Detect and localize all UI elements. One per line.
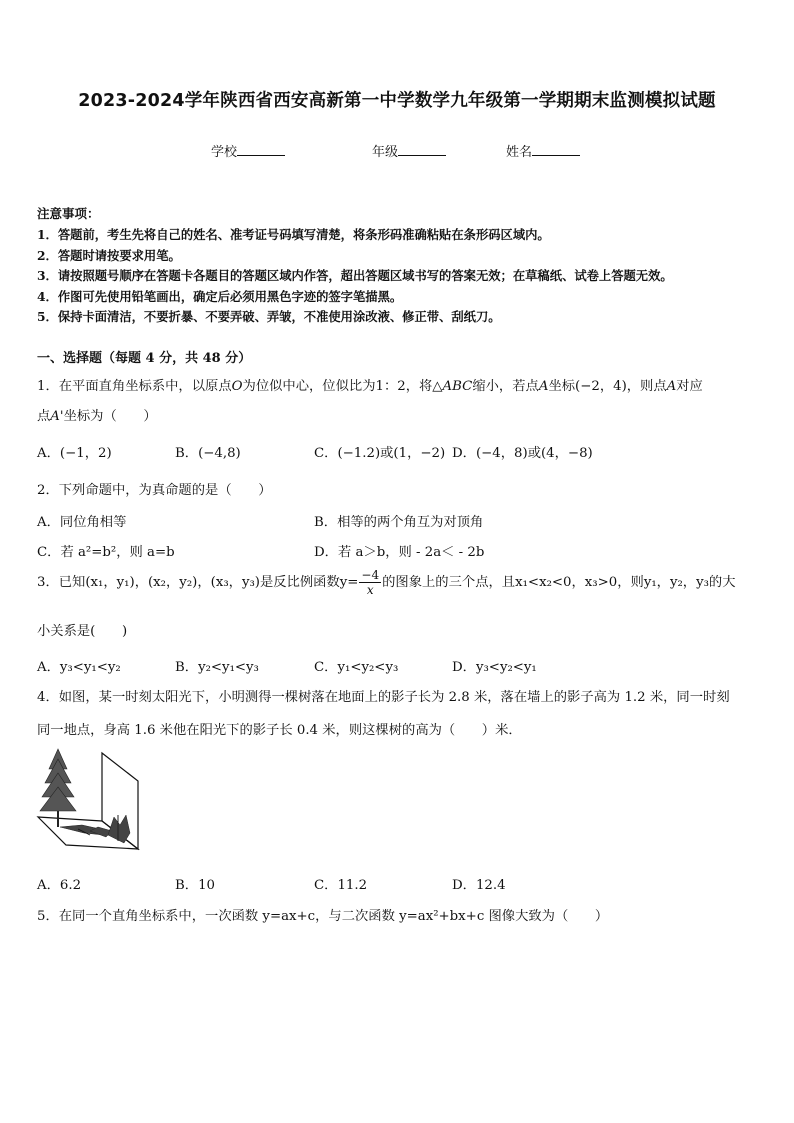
name-label: 姓名 bbox=[506, 145, 533, 160]
q1-option-c[interactable]: C．(−1.2)或(1，−2) bbox=[314, 446, 446, 461]
grade-field bbox=[372, 141, 446, 160]
question-1-line2 bbox=[37, 405, 157, 424]
q2-option-a[interactable]: A．同位角相等 bbox=[37, 515, 127, 530]
q4-option-c[interactable]: C．11.2 bbox=[314, 878, 368, 893]
note-item: 1．答题前，考生先将自己的姓名、准考证号码填写清楚，将条形码准确粘贴在条形码区域内。 bbox=[37, 227, 550, 242]
q3-option-c[interactable]: C．y₁<y₂<y₃ bbox=[314, 660, 399, 675]
note-item: 5．保持卡面清洁，不要折暴、不要弄破、弄皱，不准使用涂改液、修正带、刮纸刀。 bbox=[37, 309, 501, 324]
q2-option-c[interactable]: C．若 a²=b²，则 a=b bbox=[37, 545, 175, 560]
school-blank bbox=[237, 143, 285, 156]
q3-text: 的图象上的三个点，且x₁<x₂<0，x₃>0，则y₁，y₂，y₃的大 bbox=[382, 575, 736, 590]
q1-option-a[interactable]: A．(−1，2) bbox=[37, 446, 112, 461]
q1-text: 缩小，若点 bbox=[472, 379, 539, 394]
question-2-stem: 2．下列命题中，为真命题的是（ ） bbox=[37, 483, 272, 498]
q2-option-b[interactable]: B．相等的两个角互为对顶角 bbox=[314, 515, 484, 530]
q4-option-b[interactable]: B．10 bbox=[175, 878, 215, 893]
q1-option-d[interactable]: D．(−4，8)或(4，−8) bbox=[452, 446, 593, 461]
q4-option-d[interactable]: D．12.4 bbox=[452, 878, 506, 893]
section-heading: 一、选择题（每题 4 分，共 48 分） bbox=[37, 351, 252, 366]
question-3-line2: 小关系是( ) bbox=[37, 624, 128, 639]
school-field bbox=[211, 141, 285, 160]
q1-text: 点 bbox=[37, 409, 51, 424]
question-5-stem: 5．在同一个直角坐标系中，一次函数 y=ax+c，与二次函数 y=ax²+bx+c 图像大致为（ ） bbox=[37, 909, 609, 924]
name-blank bbox=[532, 143, 580, 156]
q1-var-a: A bbox=[538, 379, 549, 394]
q3-fraction bbox=[359, 568, 381, 597]
q3-option-b[interactable]: B．y₂<y₁<y₃ bbox=[175, 660, 259, 675]
note-item: 4．作图可先使用铅笔画出，确定后必须用黑色字迹的签字笔描黑。 bbox=[37, 289, 403, 304]
q3-numerator: −4 bbox=[361, 568, 380, 582]
q1-option-b[interactable]: B．(−4,8) bbox=[175, 446, 241, 461]
note-item: 3．请按照题号顺序在答题卡各题目的答题区域内作答，超出答题区域书写的答案无效；在草稿纸、试卷上答题无效。 bbox=[37, 268, 673, 283]
question-4-line2: 同一地点，身高 1.6 米他在阳光下的影子长 0.4 米，则这棵树的高为（ ）米． bbox=[37, 723, 522, 738]
q1-text: 为位似中心，位似比为1：2，将△ bbox=[242, 379, 443, 394]
grade-label: 年级 bbox=[372, 145, 399, 160]
notes-heading: 注意事项： bbox=[37, 206, 100, 221]
page-title: 2023-2024学年陕西省西安高新第一中学数学九年级第一学期期末监测模拟试题 bbox=[78, 91, 716, 111]
tree-shadow-figure bbox=[34, 745, 154, 857]
grade-blank bbox=[398, 143, 446, 156]
name-field bbox=[506, 141, 580, 160]
wall-shadow bbox=[108, 815, 130, 843]
q3-text: 3．已知(x₁，y₁)，(x₂，y₂)，(x₃，y₃)是反比例函数y= bbox=[37, 575, 359, 590]
question-4-line1: 4．如图，某一时刻太阳光下，小明测得一棵树落在地面上的影子长为 2.8 米，落在墙上的影子高为 1.2 米，同一时刻 bbox=[37, 690, 730, 705]
q3-option-a[interactable]: A．y₃<y₁<y₂ bbox=[37, 660, 121, 675]
q1-text: 1．在平面直角坐标系中，以原点 bbox=[37, 379, 232, 394]
q1-text: 坐标为（ ） bbox=[63, 409, 157, 424]
question-1-stem bbox=[37, 375, 703, 394]
q1-var-aprime: A' bbox=[50, 409, 64, 424]
ground-shadow bbox=[60, 825, 112, 837]
q1-text: 坐标(−2，4)，则点 bbox=[548, 379, 667, 394]
q2-option-d[interactable]: D．若 a＞b，则 - 2a＜ - 2b bbox=[314, 545, 485, 560]
q4-option-a[interactable]: A．6.2 bbox=[37, 878, 82, 893]
q1-var-o: O bbox=[231, 379, 243, 394]
q3-option-d[interactable]: D．y₃<y₂<y₁ bbox=[452, 660, 537, 675]
tree-foliage bbox=[40, 749, 76, 811]
school-label: 学校 bbox=[211, 145, 238, 160]
q1-var-abc: ABC bbox=[442, 379, 473, 394]
q1-var-a: A bbox=[666, 379, 677, 394]
q1-text: 对应 bbox=[676, 379, 703, 394]
note-item: 2．答题时请按要求用笔。 bbox=[37, 248, 181, 263]
question-3-stem bbox=[37, 568, 736, 597]
q3-denominator: x bbox=[366, 583, 374, 597]
